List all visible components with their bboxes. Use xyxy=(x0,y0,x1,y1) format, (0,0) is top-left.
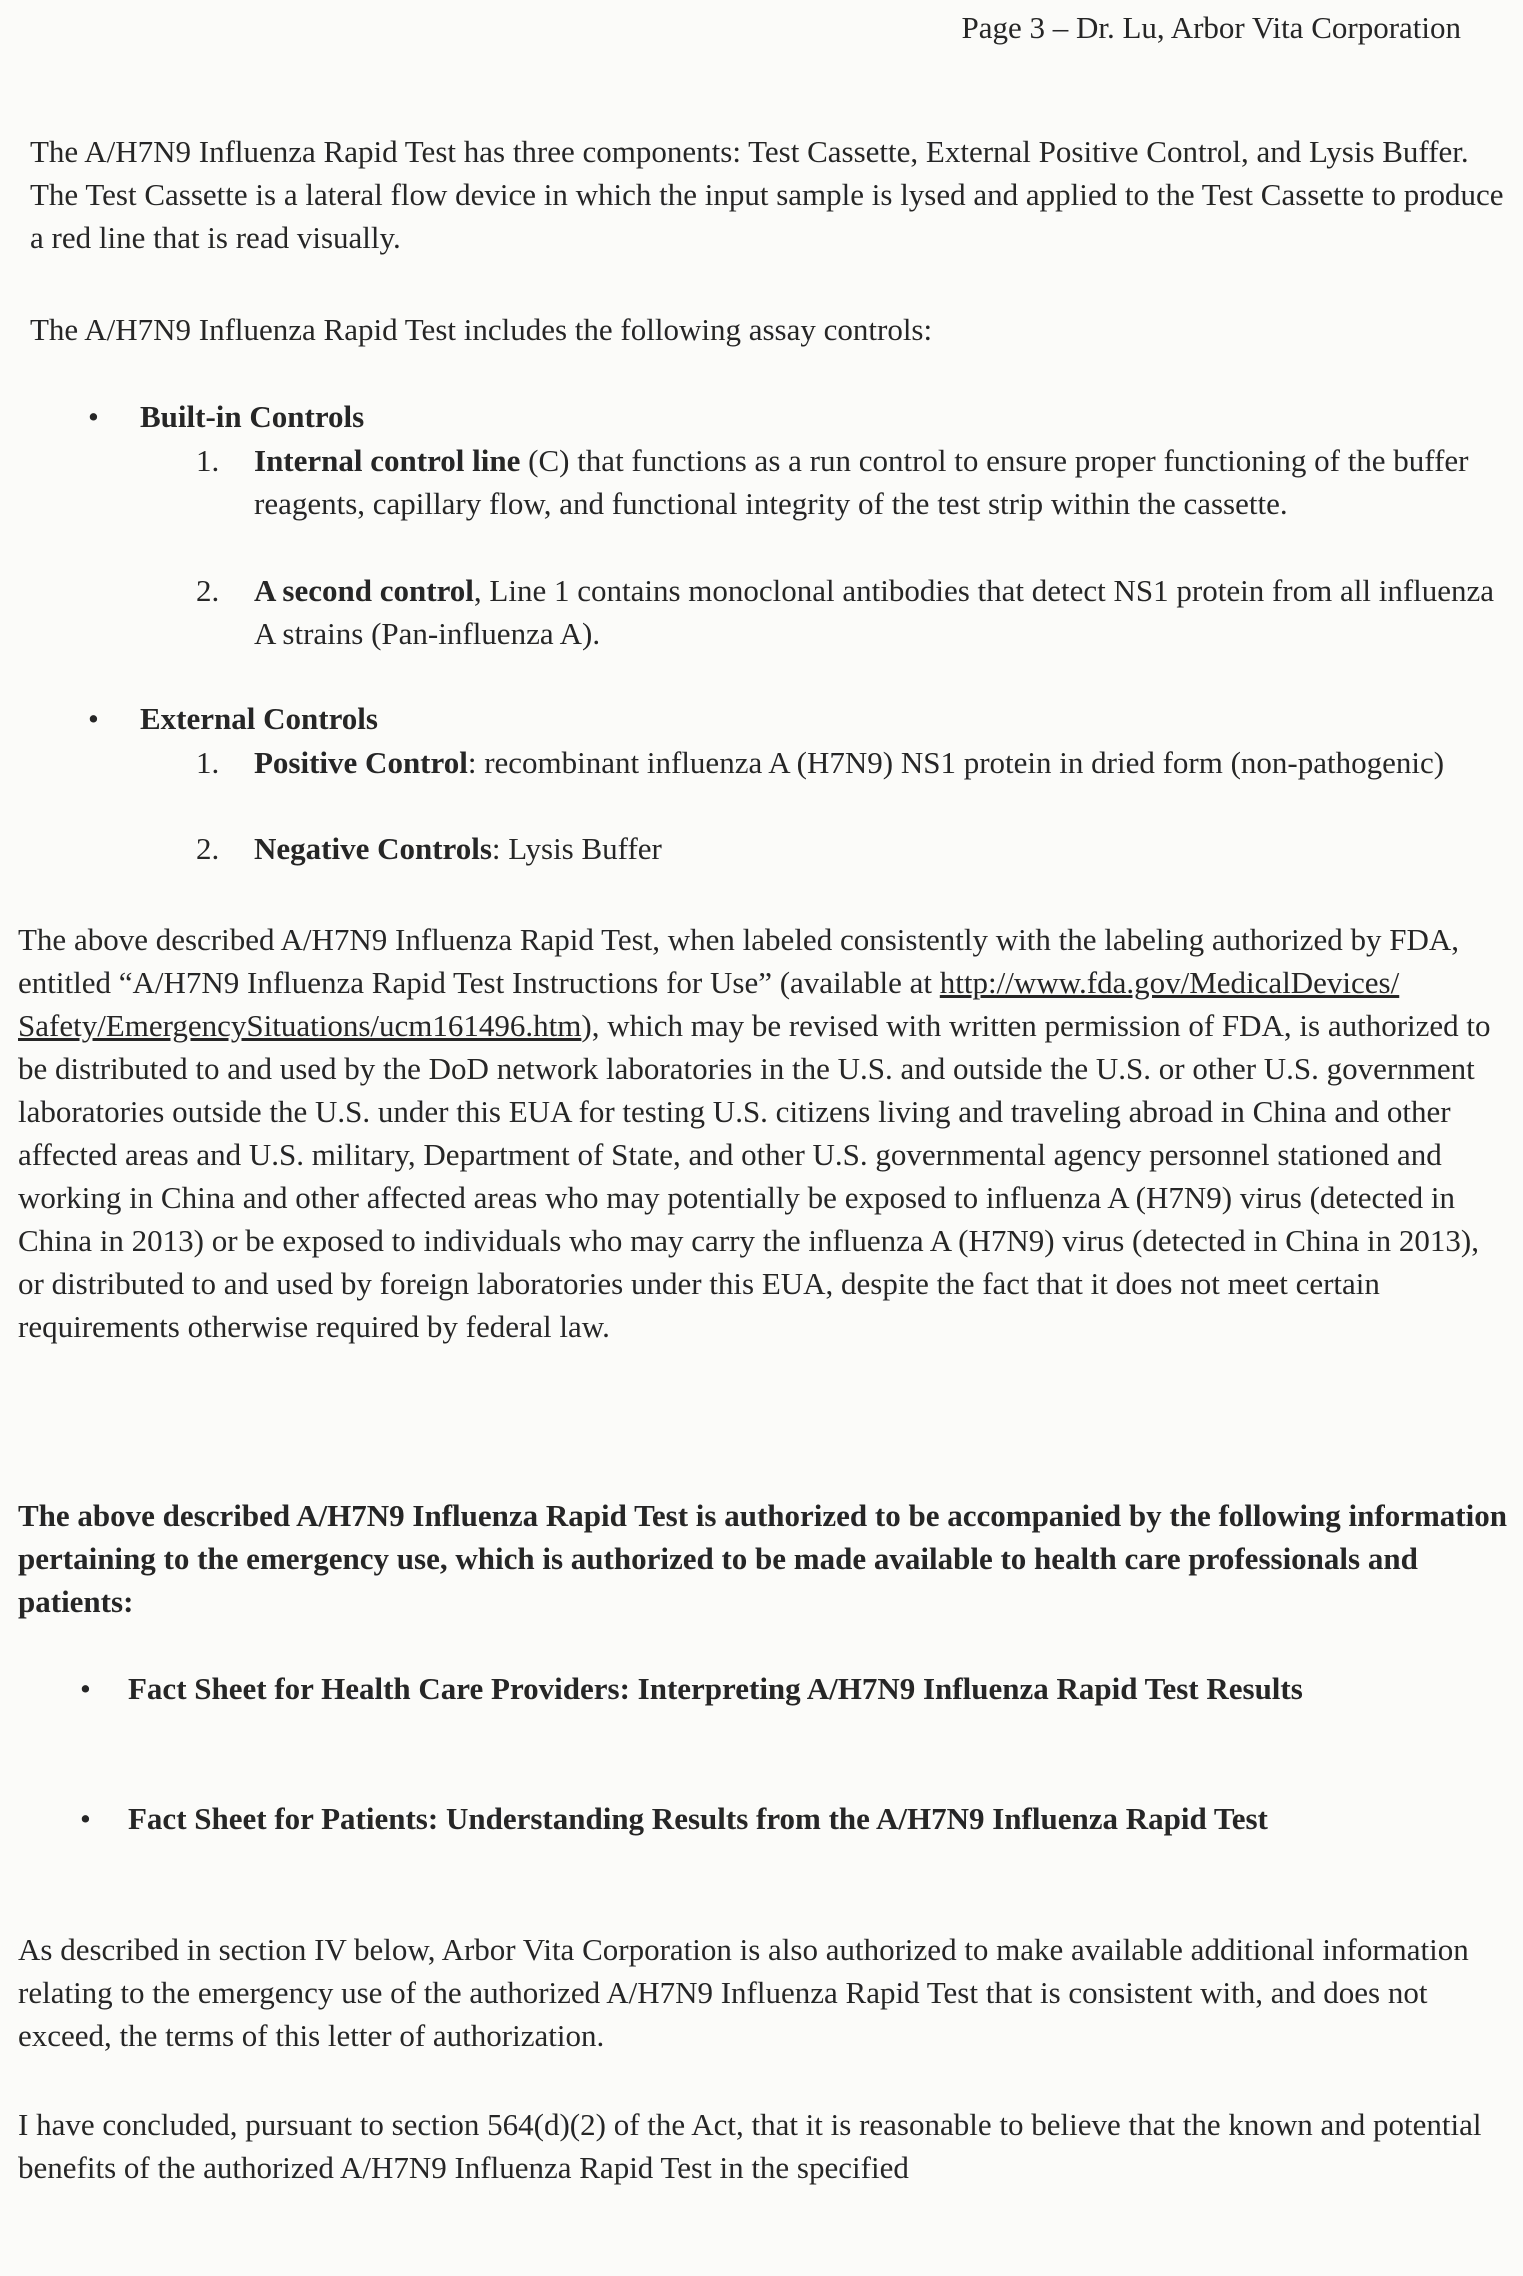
fact-sheet-item xyxy=(80,1667,1480,1710)
item-term: Negative Controls xyxy=(254,831,492,866)
assay-controls-intro: The A/H7N9 Influenza Rapid Test includes the following assay controls: xyxy=(30,312,933,347)
item-text xyxy=(254,569,1496,655)
external-controls-title: External Controls xyxy=(140,701,378,736)
fact-sheet-providers: Fact Sheet for Health Care Providers: Interpreting A/H7N9 Influenza Rapid Test Results xyxy=(128,1671,1303,1706)
fact-sheet-patients: Fact Sheet for Patients: Understanding Results from the A/H7N9 Influenza Rapid Test xyxy=(128,1801,1268,1836)
authorization-paragraph xyxy=(18,918,1508,1348)
item-number: 1. xyxy=(196,745,220,780)
bullet-icon: • xyxy=(80,1671,91,1706)
bullet-icon: • xyxy=(88,701,99,736)
authorization-text: The above described A/H7N9 Influenza Rapid Test, when labeled consistently with the labeling authorized by FDA, entitled “A/H7N9 Influenza Rapid Test Instructions for Use” (available at xyxy=(18,922,1459,1000)
builtin-controls-title: Built-in Controls xyxy=(140,399,365,434)
item-description: : Lysis Buffer xyxy=(491,831,662,866)
item-description: : recombinant influenza A (H7N9) NS1 protein in dried form (non-pathogenic) xyxy=(467,745,1445,780)
external-control-item xyxy=(196,741,1496,784)
item-text xyxy=(254,741,1496,784)
builtin-control-item xyxy=(196,569,1496,655)
external-controls-heading xyxy=(88,697,378,740)
ifu-link[interactable]: http://www.fda.gov/MedicalDevices/ Safety/EmergencySituations/ucm161496.htm xyxy=(18,965,1400,1043)
builtin-control-item xyxy=(196,439,1496,525)
bullet-icon: • xyxy=(88,399,99,434)
item-term: A second control xyxy=(254,573,474,608)
item-term: Positive Control xyxy=(254,745,468,780)
intro-paragraph: The A/H7N9 Influenza Rapid Test has three components: Test Cassette, External Positive Control, and Lysis Buffer. The Test Cassette is a lateral flow device in which the input sample is lysed and applied to the Test Cassette to produce a red line that is read visually. xyxy=(30,134,1504,255)
item-text xyxy=(254,439,1496,525)
section-iv-paragraph: As described in section IV below, Arbor Vita Corporation is also authorized to make available additional information relating to the emergency use of the authorized A/H7N9 Influenza Rapid Test that is consistent with, and does not exceed, the terms of this letter of authorization. xyxy=(18,1932,1469,2053)
bullet-icon: • xyxy=(80,1801,91,1836)
item-description: , Line 1 contains monoclonal antibodies that detect NS1 protein from all influenza A strains (Pan-influenza A). xyxy=(254,573,1495,651)
item-number: 1. xyxy=(196,443,220,478)
accompanying-info-statement: The above described A/H7N9 Influenza Rapid Test is authorized to be accompanied by the following information pertaining to the emergency use, which is authorized to be made available to health care professionals and patients: xyxy=(18,1498,1507,1619)
external-control-item xyxy=(196,827,1496,870)
item-term: Internal control line xyxy=(254,443,521,478)
page-header: Page 3 – Dr. Lu, Arbor Vita Corporation xyxy=(961,10,1461,45)
authorization-text-continued: ), which may be revised with written permission of FDA, is authorized to be distributed to and used by the DoD network laboratories in the U.S. and outside the U.S. or other U.S. government laboratories outside the U.S. under this EUA for testing U.S. citizens living and traveling abroad in China and other affected areas and U.S. military, Department of State, and other U.S. governmental agency personnel stationed and working in China and other affected areas who may potentially be exposed to influenza A (H7N9) virus (detected in China in 2013) or be exposed to individuals who may carry the influenza A (H7N9) virus (detected in China in 2013), or distributed to and used by foreign laboratories under this EUA, despite the fact that it does not meet certain requirements otherwise required by federal law. xyxy=(18,1008,1491,1344)
builtin-controls-heading xyxy=(88,395,364,438)
item-number: 2. xyxy=(196,573,220,608)
item-description: (C) that functions as a run control to ensure proper functioning of the buffer reagents, capillary flow, and functional integrity of the test strip within the cassette. xyxy=(254,443,1469,521)
item-text xyxy=(254,827,1496,870)
item-number: 2. xyxy=(196,831,220,866)
fact-sheet-item xyxy=(80,1797,1480,1840)
conclusion-paragraph: I have concluded, pursuant to section 564(d)(2) of the Act, that it is reasonable to believe that the known and potential benefits of the authorized A/H7N9 Influenza Rapid Test in the specified xyxy=(18,2107,1482,2185)
